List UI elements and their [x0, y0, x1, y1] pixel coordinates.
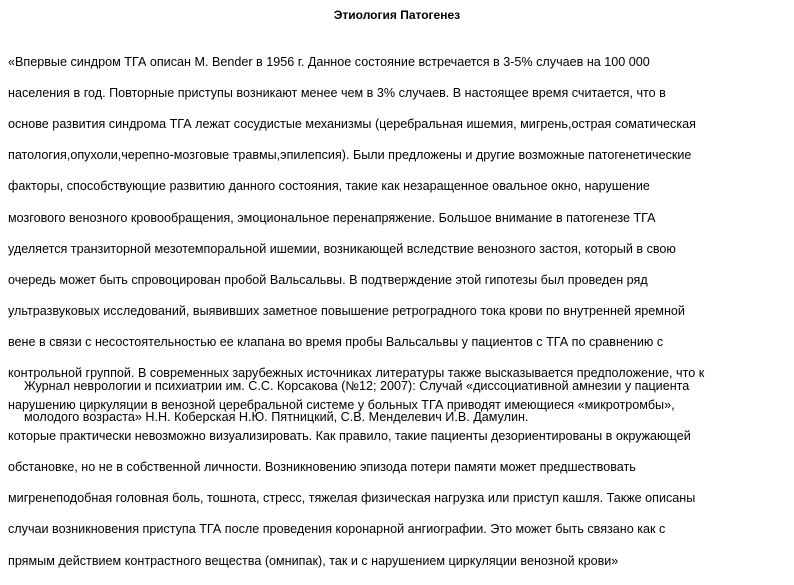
body-line: очередь может быть спровоцирован пробой Вальсальвы. В подтверждение этой гипотезы был проведен ряд	[8, 272, 648, 287]
body-line: населения в год. Повторные приступы возникают менее чем в 3% случаев. В настоящее время считается, что в	[8, 85, 666, 100]
body-line: которые практически невозможно визуализировать. Как правило, такие пациенты дезориентированы в окружающей	[8, 428, 691, 443]
body-line: основе развития синдрома ТГА лежат сосудистые механизмы (церебральная ишемия, мигрень,острая соматическая	[8, 116, 696, 131]
body-paragraph	[8, 39, 788, 585]
body-line: факторы, способствующие развитию данного состояния, такие как незаращенное овальное окно, нарушение	[8, 179, 650, 194]
body-line: «Впервые синдром ТГА описан M. Bender в 1956 г. Данное состояние встречается в 3-5% случаев на 100 000	[8, 54, 650, 69]
body-line: ультразвуковых исследований, выявивших заметное повышение ретроградного тока крови по внутренней яремной	[8, 304, 685, 319]
body-line: контрольной группой. В современных зарубежных источниках литературы также высказывается предположение, что к	[8, 366, 705, 381]
body-line: прямым действием контрастного вещества (омнипак), так и с нарушением циркуляции венозной крови»	[8, 553, 619, 568]
citation-line: Журнал неврологии и психиатрии им. С.С. Корсакова (№12; 2007): Случай «диссоциативной амнезии у пациента	[24, 378, 690, 393]
body-line: мозгового венозного кровообращения, эмоциональное перенапряжение. Большое внимание в патогенезе ТГА	[8, 210, 656, 225]
page-title: Этиология Патогенез	[333, 8, 461, 22]
body-line: уделяется транзиторной мезотемпоральной ишемии, возникающей вследствие венозного застоя, который в свою	[8, 241, 676, 256]
body-line: нарушению циркуляции в венозной церебральной системе у больных ТГА приводят имеющиеся «микротромбы»,	[8, 397, 675, 412]
body-line: обстановке, но не в собственной личности. Возникновению эпизода потери памяти может предшествовать	[8, 460, 636, 475]
citation-reference	[24, 363, 784, 441]
body-line: вене в связи с несостоятельностью ее клапана во время пробы Вальсальвы у пациентов с ТГА по сравнению с	[8, 335, 664, 350]
citation-line: молодого возраста» Н.Н. Коберская Н.Ю. Пятницкий, С.В. Менделевич И.В. Дамулин.	[24, 409, 529, 424]
body-line: случаи возникновения приступа ТГА после проведения коронарной ангиографии. Это может быть связано как с	[8, 522, 666, 537]
body-line: мигренеподобная головная боль, тошнота, стресс, тяжелая физическая нагрузка или приступ кашля. Также описаны	[8, 491, 696, 506]
body-line: патология,опухоли,черепно-мозговые травмы,эпилепсия). Были предложены и другие возможные патогенетические	[8, 148, 692, 163]
